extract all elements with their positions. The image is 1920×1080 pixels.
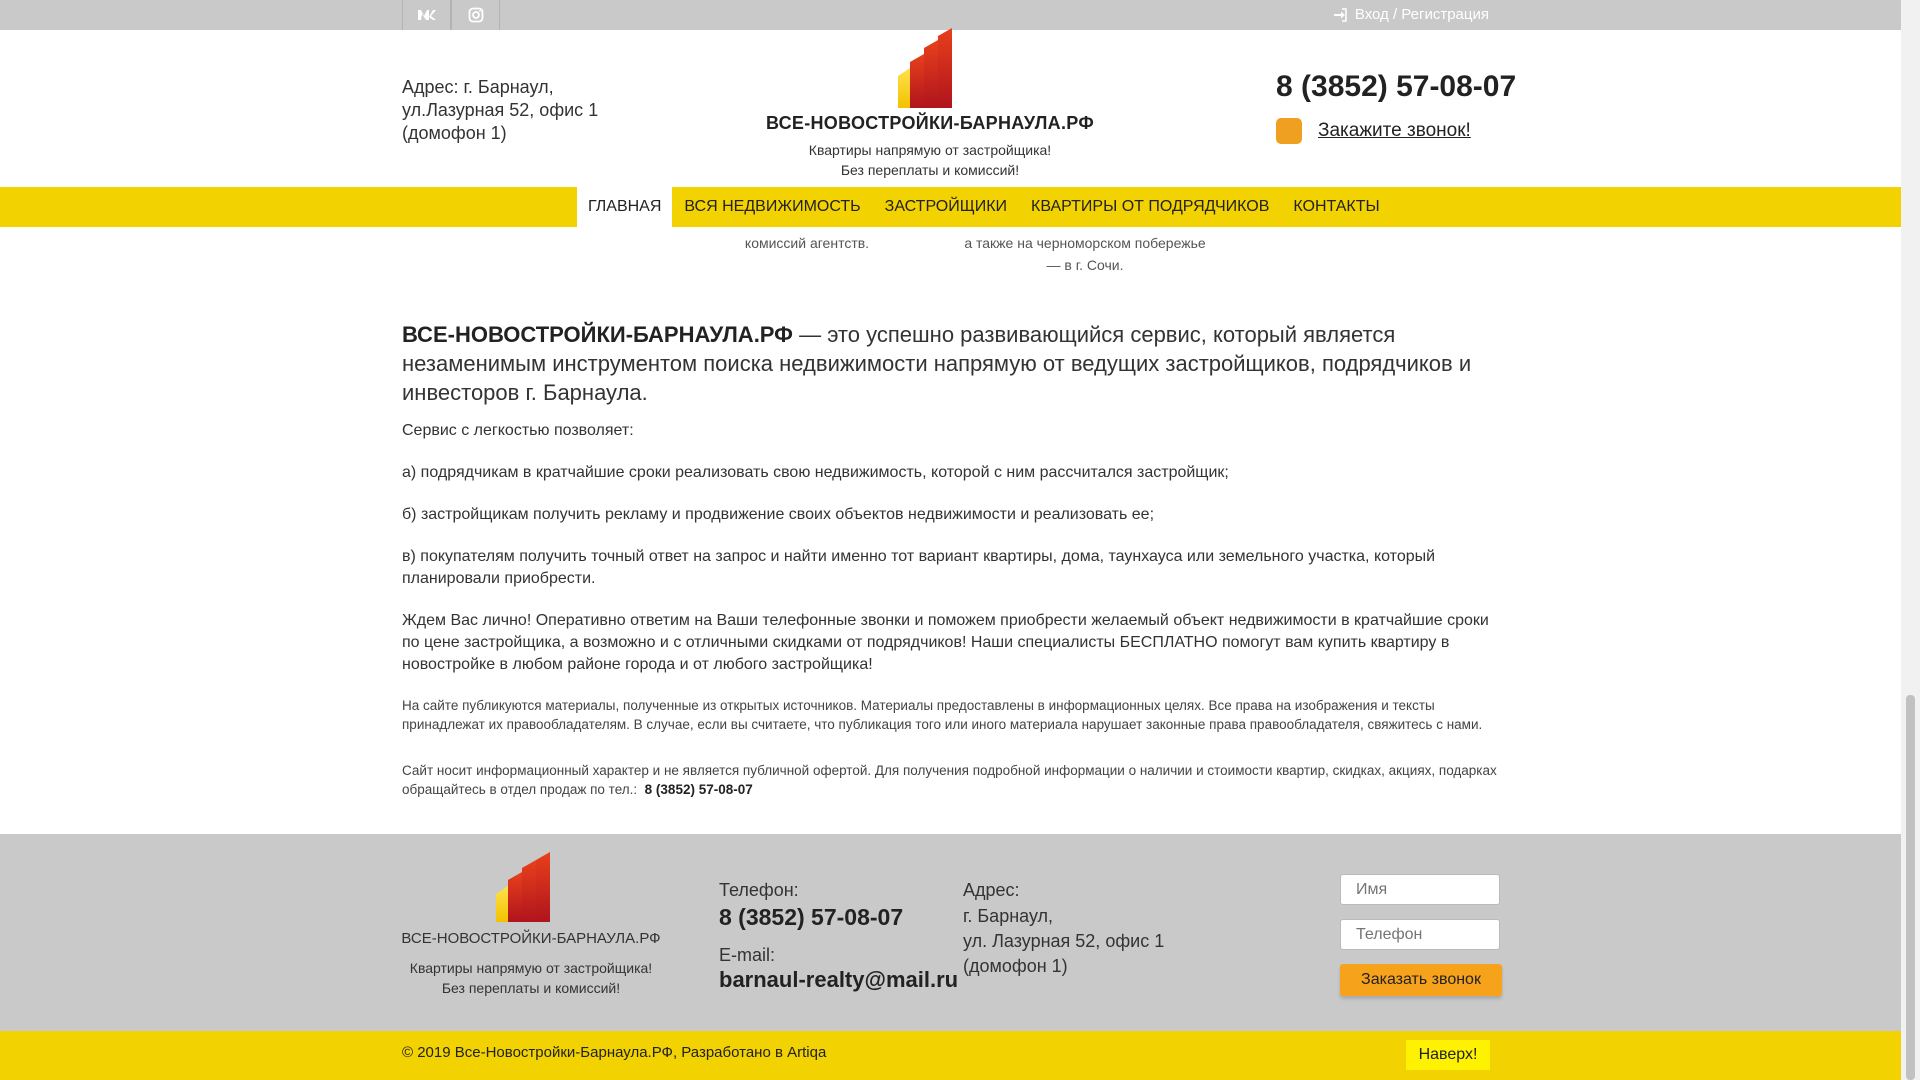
- service-lead: Сервис с легкостью позволяет:: [402, 422, 634, 439]
- footer-phone[interactable]: 8 (3852) 57-08-07: [719, 904, 904, 930]
- disclaimer-copyright: На сайте публикуются материалы, полученные из открытых источников. Материалы предоставлены в информационных целях. Все права на изображения и тексты принадлежат их правообладателям. В случае, если вы считаете, что публикация того или иного материала нарушает законные права правообладателя, свяжитесь с нами.: [402, 698, 1483, 732]
- vk-icon[interactable]: [402, 0, 451, 30]
- nav-item-developers[interactable]: ЗАСТРОЙЩИКИ: [884, 198, 1008, 215]
- fragment-line: — в г. Сочи.: [1046, 257, 1124, 273]
- address-line: ул.Лазурная 52, офис 1: [402, 100, 599, 120]
- address-line: ул. Лазурная 52, офис 1: [963, 931, 1165, 951]
- scrollbar-thumb[interactable]: [1906, 695, 1915, 1080]
- tagline-line: Без переплаты и комиссий!: [840, 162, 1020, 178]
- footer-address: [963, 904, 1164, 979]
- order-call-button[interactable]: Заказать звонок: [1340, 964, 1502, 996]
- service-item-b: б) застройщикам получить рекламу и продвижение своих объектов недвижимости и реализовать ее;: [402, 506, 1155, 523]
- header-address: [402, 76, 598, 145]
- header-phone[interactable]: 8 (3852) 57-08-07: [1276, 70, 1517, 103]
- login-link[interactable]: [1333, 0, 1489, 30]
- intro-text: [402, 320, 1502, 407]
- address-line: (домофон 1): [963, 956, 1068, 976]
- brand-tagline: [700, 140, 1160, 180]
- callback-request[interactable]: [1276, 118, 1471, 144]
- footer-address-label: Адрес:: [963, 880, 1020, 900]
- main-nav: [0, 187, 1901, 227]
- site-logo[interactable]: [870, 28, 990, 108]
- service-item-c: в) покупателям получить точный ответ на запрос и найти именно тот вариант квартиры, дома, таунхауса или земельного участка, который планировали приобрести.: [402, 548, 1436, 587]
- nav-item-contractor-apartments[interactable]: КВАРТИРЫ ОТ ПОДРЯДЧИКОВ: [1031, 198, 1270, 215]
- nav-item-contacts[interactable]: КОНТАКТЫ: [1293, 198, 1380, 215]
- service-item-a: а) подрядчикам в кратчайшие сроки реализовать свою недвижимость, которой с ним рассчитался застройщик;: [402, 464, 1229, 481]
- intro-brand: ВСЕ-НОВОСТРОЙКИ-БАРНАУЛА.РФ: [402, 322, 793, 347]
- back-to-top-button[interactable]: Наверх!: [1406, 1040, 1490, 1070]
- footer-email-label: E-mail:: [719, 945, 776, 965]
- feature-text-fragment: комиссий агентств.: [744, 235, 870, 251]
- address-line: Адрес: г. Барнаул,: [402, 77, 554, 97]
- disclaimer-offer-text: Сайт носит информационный характер и не является публичной офертой. Для получения подробной информации о наличии и стоимости квартир, скидках, акциях, подарках обращайтесь в отдел продаж по тел.:: [402, 763, 1497, 797]
- tagline-line: Квартиры напрямую от застройщика!: [808, 142, 1052, 158]
- name-input[interactable]: [1340, 874, 1500, 905]
- phone-icon: [1276, 118, 1302, 144]
- tagline-line: Квартиры напрямую от застройщика!: [409, 960, 653, 976]
- address-line: г. Барнаул,: [963, 906, 1054, 926]
- top-bar: [0, 0, 1901, 30]
- tagline-line: Без переплаты и комиссий!: [441, 980, 621, 996]
- footer: [0, 834, 1901, 1031]
- nav-item-home[interactable]: ГЛАВНАЯ: [577, 187, 672, 227]
- callback-link[interactable]: Закажите звонок!: [1318, 120, 1471, 141]
- login-label: Вход / Регистрация: [1354, 6, 1489, 23]
- brand-title[interactable]: ВСЕ-НОВОСТРОЙКИ-БАРНАУЛА.РФ: [766, 113, 1094, 133]
- intro-body: — это успешно развивающийся сервис, который является незаменимым инструментом поиска недвижимости напрямую от ведущих застройщиков, подрядчиков и инвесторов г. Барнаула.: [402, 322, 1472, 405]
- phone-input[interactable]: [1340, 919, 1500, 950]
- footer-email[interactable]: barnaul-realty@mail.ru: [719, 967, 959, 992]
- footer-brand-tagline: [400, 958, 662, 998]
- copyright: © 2019 Все-Новостройки-Барнаула.РФ, Разработано в Artiqa: [402, 1044, 827, 1061]
- feature-text-fragment: [955, 232, 1215, 276]
- fragment-line: а также на черноморском побережье: [964, 235, 1206, 251]
- footer-phone-label: Телефон:: [719, 880, 799, 900]
- footer-brand-title: ВСЕ-НОВОСТРОЙКИ-БАРНАУЛА.РФ: [401, 930, 661, 947]
- instagram-icon[interactable]: [451, 0, 500, 30]
- footer-logo[interactable]: [496, 852, 568, 922]
- address-line: (домофон 1): [402, 123, 507, 143]
- nav-item-all-property[interactable]: ВСЯ НЕДВИЖИМОСТЬ: [684, 198, 861, 215]
- closing-paragraph: Ждем Вас лично! Оперативно ответим на Ваши телефонные звонки и поможем приобрести желаемый объект недвижимости в кратчайшие сроки по цене застройщика, а возможно и с отличными скидками от подрядчиков! Наши специалисты БЕСПЛАТНО помогут вам купить квартиру в новостройке в любом районе города и от любого застройщика!: [402, 612, 1489, 673]
- bottom-bar: [0, 1031, 1901, 1080]
- disclaimer-offer: [402, 761, 1502, 799]
- login-icon: [1333, 8, 1347, 22]
- disclaimer-phone[interactable]: 8 (3852) 57-08-07: [644, 782, 753, 797]
